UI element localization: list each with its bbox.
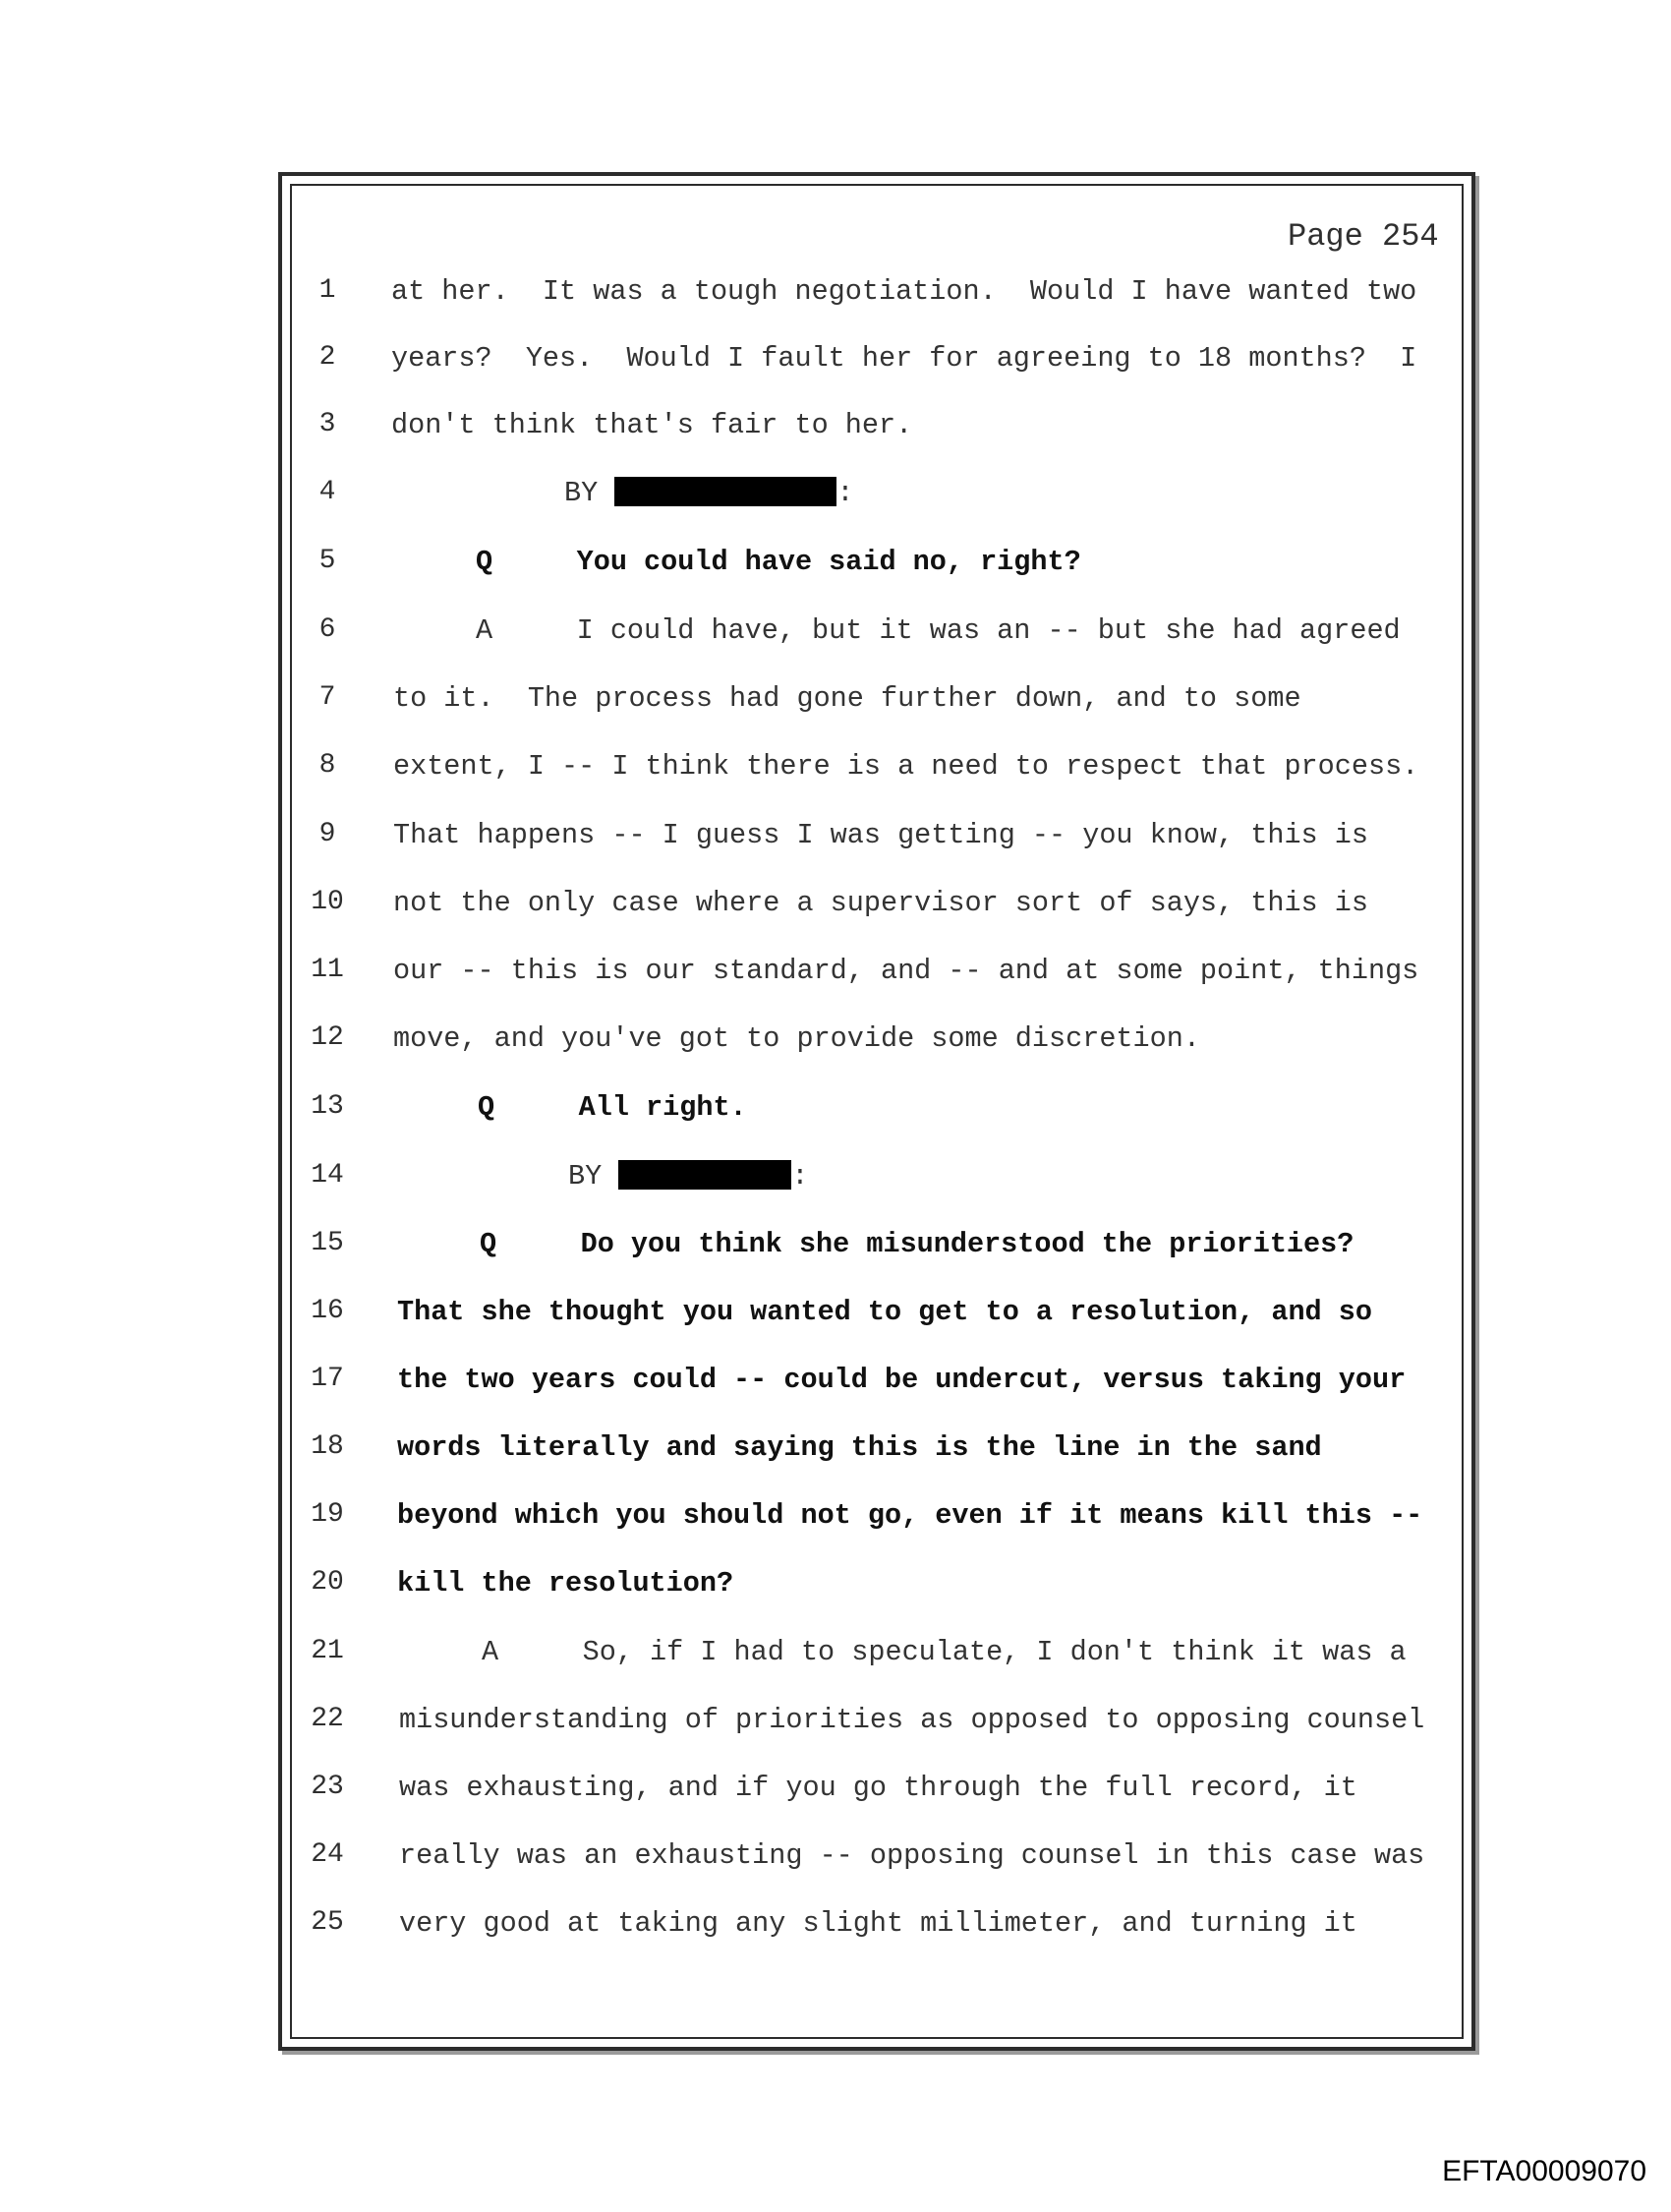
transcript-line: extent, I -- I think there is a need to respect that process.: [393, 750, 1419, 783]
line-number: 20: [311, 1567, 344, 1598]
line-number: 5: [318, 546, 336, 576]
line-number: 17: [311, 1364, 344, 1394]
line-number: 23: [311, 1772, 344, 1802]
line-number: 25: [311, 1907, 344, 1938]
redaction-box: [614, 477, 836, 506]
line-number: 9: [318, 819, 336, 849]
line-number: 13: [311, 1091, 344, 1122]
line-number: 15: [311, 1228, 344, 1258]
transcript-line: years? Yes. Would I fault her for agreeing to 18 months? I: [391, 342, 1417, 375]
line-number: 2: [318, 342, 336, 373]
transcript-line: not the only case where a supervisor sort of says, this is: [393, 887, 1368, 919]
answer-line: A So, if I had to speculate, I don't think it was a: [482, 1636, 1407, 1668]
line-number: 10: [311, 887, 344, 917]
transcript-line: was exhausting, and if you go through the full record, it: [399, 1772, 1357, 1804]
line-number: 19: [311, 1499, 344, 1530]
by-label: BY: [564, 477, 615, 509]
question-line: Q All right.: [478, 1091, 747, 1124]
line-number: 1: [318, 275, 336, 306]
line-number: 24: [311, 1839, 344, 1870]
transcript-line: move, and you've got to provide some discretion.: [393, 1022, 1200, 1055]
question-line: the two years could -- could be undercut, versus taking your: [397, 1364, 1407, 1396]
colon: :: [791, 1160, 809, 1193]
line-number: 7: [318, 682, 336, 713]
line-number: 12: [311, 1022, 344, 1053]
examiner-line: [568, 1160, 808, 1193]
transcript-page-border: [278, 172, 1475, 2051]
line-number: 14: [311, 1160, 344, 1191]
line-number: 21: [311, 1636, 344, 1666]
question-line: beyond which you should not go, even if it means kill this --: [397, 1499, 1423, 1532]
transcript-page-inner-border: [290, 184, 1464, 2039]
answer-line: A I could have, but it was an -- but she had agreed: [476, 614, 1401, 647]
line-number: 8: [318, 750, 336, 781]
line-number: 16: [311, 1296, 344, 1326]
transcript-line: our -- this is our standard, and -- and at some point, things: [393, 955, 1419, 987]
question-line: Q You could have said no, right?: [476, 546, 1081, 578]
transcript-line: misunderstanding of priorities as opposed to opposing counsel: [399, 1704, 1425, 1736]
line-number: 3: [318, 409, 336, 439]
transcript-line: at her. It was a tough negotiation. Would I have wanted two: [391, 275, 1417, 308]
line-number: 18: [311, 1431, 344, 1462]
question-line: That she thought you wanted to get to a resolution, and so: [397, 1296, 1372, 1328]
by-label: BY: [568, 1160, 619, 1193]
line-number: 6: [318, 614, 336, 645]
line-number: 11: [311, 955, 344, 985]
line-number: 22: [311, 1704, 344, 1734]
page-number: Page 254: [1288, 218, 1439, 255]
transcript-line: to it. The process had gone further down, and to some: [393, 682, 1301, 715]
transcript-line: don't think that's fair to her.: [391, 409, 913, 441]
bates-number: EFTA00009070: [1442, 2155, 1646, 2187]
transcript-line: very good at taking any slight millimeter, and turning it: [399, 1907, 1357, 1940]
question-line: Q Do you think she misunderstood the priorities?: [480, 1228, 1354, 1260]
transcript-line: really was an exhausting -- opposing counsel in this case was: [399, 1839, 1425, 1872]
examiner-line: [564, 477, 853, 509]
transcript-line: That happens -- I guess I was getting -- you know, this is: [393, 819, 1368, 851]
colon: :: [836, 477, 854, 509]
redaction-box: [618, 1160, 791, 1190]
question-line: kill the resolution?: [397, 1567, 734, 1600]
line-number: 4: [318, 477, 336, 507]
question-line: words literally and saying this is the line in the sand: [397, 1431, 1322, 1464]
